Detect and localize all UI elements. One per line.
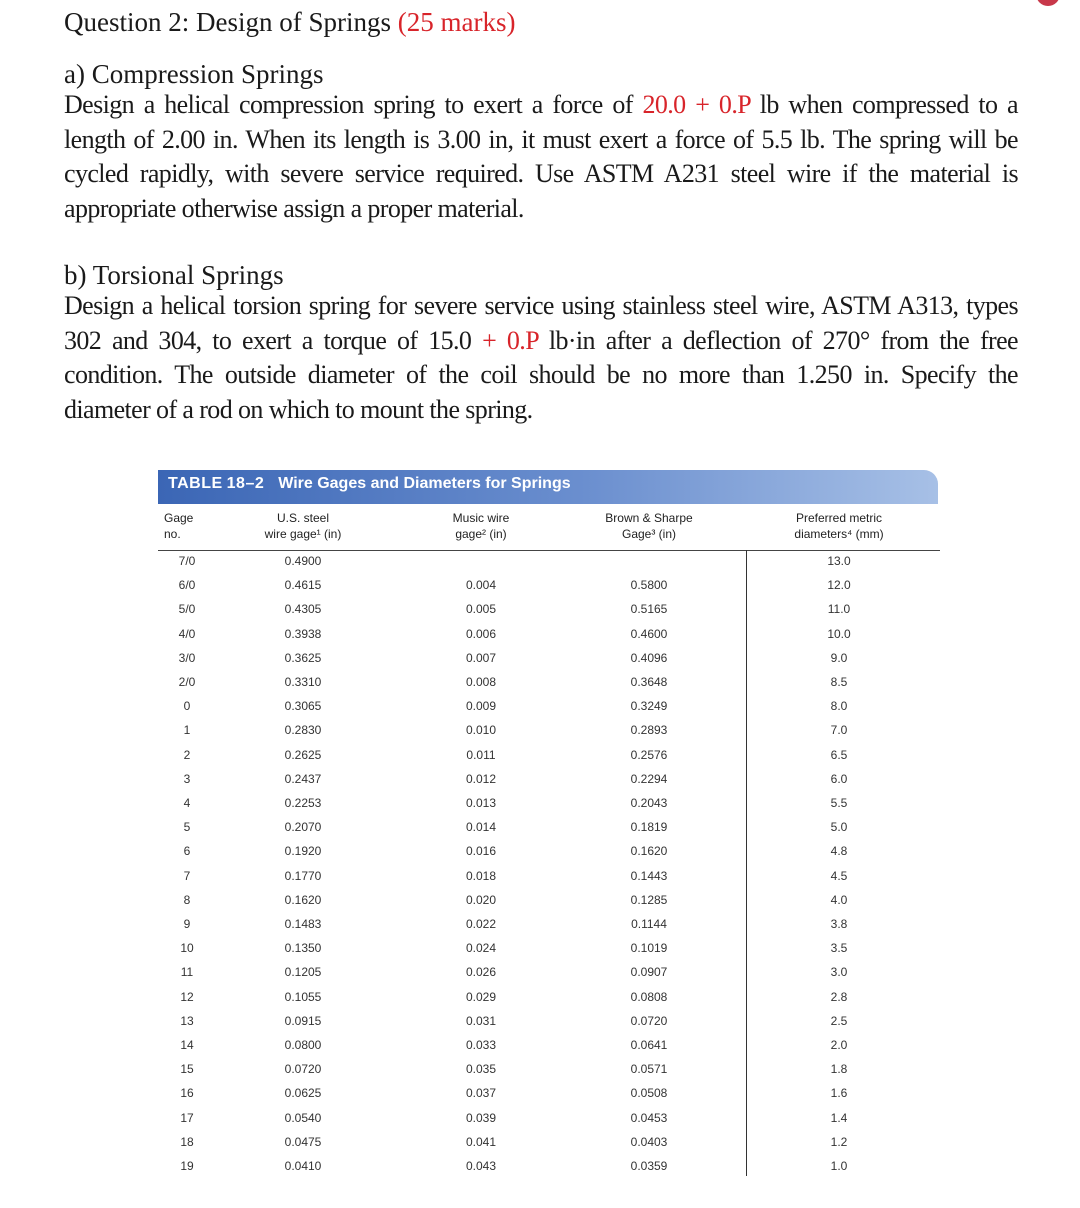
cell-metric: 2.0	[830, 1038, 848, 1052]
cell-music: 0.013	[465, 796, 497, 810]
cell-metric: 8.0	[830, 699, 848, 714]
header-music-line2: gage² (in)	[455, 527, 507, 541]
cell-us: 0.0800	[284, 1038, 322, 1052]
cell-us: 0.0625	[284, 1086, 322, 1101]
cell-gage: 6	[183, 844, 191, 859]
table-row	[158, 671, 940, 695]
table-caption	[168, 475, 571, 493]
table-row	[158, 792, 940, 816]
cell-bs: 0.1620	[630, 844, 668, 859]
cell-bs: 0.1019	[630, 941, 668, 956]
cell-metric: 2.8	[830, 989, 848, 1004]
cell-bs: 0.0453	[630, 1110, 668, 1125]
header-music-wire	[426, 510, 536, 542]
cell-metric: 11.0	[827, 602, 851, 617]
table-row	[158, 1034, 940, 1058]
part-a-heading: a) Compression Springs	[64, 59, 324, 89]
cell-metric: 1.2	[830, 1134, 848, 1149]
cell-us: 0.1920	[284, 844, 322, 859]
cell-gage: 10	[180, 941, 194, 956]
cell-bs: 0.1819	[630, 820, 668, 835]
cell-gage: 5	[183, 820, 191, 835]
cell-music: 0.011	[466, 747, 496, 762]
cell-gage: 12	[180, 989, 194, 1004]
cell-gage: 7	[183, 868, 191, 883]
cell-music: 0.010	[465, 723, 497, 738]
table-row	[158, 695, 940, 719]
table-row	[158, 550, 940, 574]
cell-us: 0.3938	[284, 626, 322, 641]
cell-metric: 1.8	[830, 1062, 848, 1077]
header-metric-line1: Preferred metric	[795, 511, 883, 525]
cell-metric: 4.8	[830, 844, 848, 859]
cell-gage: 11	[180, 965, 194, 980]
cell-us: 0.1620	[284, 892, 322, 907]
cell-bs: 0.0508	[630, 1086, 668, 1101]
cell-music: 0.037	[465, 1086, 497, 1101]
cell-gage: 4/0	[178, 626, 196, 641]
part-a-text-1: Design a helical compression spring to exert a force of	[64, 90, 633, 119]
table-row	[158, 1010, 940, 1034]
table-label: TABLE	[168, 475, 223, 492]
cell-gage: 2/0	[178, 675, 196, 689]
cell-metric: 5.0	[830, 820, 848, 835]
table-row	[158, 574, 940, 598]
table-row	[158, 1155, 940, 1179]
part-a-text-2: lb when compressed to a length of 2.00 in. When its length is 3.00 in, it must exert a force of 5.5 lb. The spring will be cycled rapidly, with severe service required. Use ASTM A231 steel wire if the material is appropriate otherwise assign a proper material.	[64, 90, 1018, 223]
cell-metric: 1.6	[830, 1086, 848, 1101]
table-row	[158, 768, 940, 792]
cell-gage: 13	[180, 1013, 194, 1028]
cell-bs: 0.5165	[630, 602, 668, 617]
cell-us: 0.0410	[284, 1159, 322, 1173]
cell-music: 0.009	[465, 699, 497, 714]
table-row	[158, 986, 940, 1010]
cell-us: 0.1483	[284, 917, 322, 931]
cell-metric: 3.0	[830, 965, 848, 980]
part-a-highlight: 20.0 + 0.P	[642, 90, 751, 119]
cell-metric: 1.4	[830, 1110, 848, 1125]
cell-bs: 0.4096	[630, 650, 668, 665]
cell-metric: 6.0	[830, 771, 848, 786]
cell-us: 0.2437	[284, 771, 322, 786]
cell-gage: 1	[183, 723, 191, 738]
cell-bs: 0.0907	[630, 965, 668, 980]
table-row	[158, 961, 940, 985]
cell-us: 0.1350	[284, 941, 322, 956]
question-title-text: Question 2: Design of Springs	[64, 7, 391, 37]
cell-metric: 13.0	[827, 554, 851, 568]
table-row	[158, 840, 940, 864]
cell-us: 0.4900	[284, 554, 322, 568]
cell-gage: 17	[180, 1110, 194, 1125]
table-row	[158, 719, 940, 743]
cell-us: 0.3310	[284, 675, 322, 689]
cell-us: 0.3625	[284, 650, 322, 665]
cell-bs: 0.0720	[630, 1013, 668, 1028]
header-metric-line2: diameters⁴ (mm)	[794, 527, 884, 541]
table-row	[158, 865, 940, 889]
part-b-text-1: Design a helical torsion spring for severe service using stainless steel wire, ASTM A313, types 302 and 304, to exert a torque of 15.0	[64, 291, 1018, 355]
cell-gage: 9	[183, 917, 191, 931]
cell-music: 0.004	[465, 578, 497, 593]
part-b-text-2: lb·in after a deflection of 270° from the free condition. The outside diameter of the coil should be no more than 1.250 in. Specify the diameter of a rod on which to mount the spring.	[64, 325, 1018, 424]
table-row	[158, 744, 940, 768]
header-music-line1: Music wire	[452, 511, 510, 525]
cell-music: 0.035	[465, 1062, 497, 1077]
cell-bs: 0.0403	[630, 1134, 668, 1149]
cell-music: 0.029	[465, 989, 497, 1004]
cell-bs: 0.0359	[630, 1159, 668, 1173]
part-b-paragraph	[64, 289, 1018, 427]
cell-music: 0.031	[465, 1013, 497, 1028]
cell-music: 0.006	[465, 626, 497, 641]
cell-gage: 2	[183, 747, 191, 762]
cell-metric: 3.5	[830, 941, 848, 956]
table-row	[158, 1082, 940, 1106]
cell-metric: 7.0	[830, 723, 848, 738]
cell-music: 0.005	[465, 602, 497, 617]
cell-us: 0.0540	[284, 1110, 322, 1125]
cell-gage: 14	[180, 1038, 194, 1052]
table-row	[158, 1058, 940, 1082]
cell-bs: 0.0641	[630, 1038, 668, 1052]
cell-metric: 4.5	[830, 868, 848, 883]
header-metric	[784, 510, 894, 542]
cell-bs: 0.2893	[630, 723, 668, 738]
table-row	[158, 598, 940, 622]
cell-gage: 15	[180, 1062, 194, 1077]
part-b-highlight: + 0.P	[482, 325, 539, 355]
cell-music: 0.041	[465, 1134, 497, 1149]
cell-music: 0.039	[465, 1110, 497, 1125]
cell-music: 0.043	[465, 1159, 497, 1173]
cell-bs: 0.2043	[630, 796, 668, 810]
cell-gage: 3	[183, 771, 191, 786]
cell-music: 0.012	[465, 771, 497, 786]
header-gage-line1: Gage	[164, 511, 194, 525]
cell-music: 0.016	[465, 844, 497, 859]
cell-us: 0.1055	[284, 989, 322, 1004]
wire-gage-table	[158, 470, 940, 1182]
table-title-bar	[158, 470, 938, 504]
cell-bs: 0.5800	[630, 578, 668, 593]
cell-metric: 10.0	[827, 626, 851, 641]
cell-music: 0.033	[465, 1038, 497, 1052]
table-row	[158, 937, 940, 961]
cell-music: 0.008	[465, 675, 497, 689]
cell-metric: 8.5	[830, 675, 848, 689]
cell-music: 0.007	[465, 650, 497, 665]
header-us-line2: wire gage¹ (in)	[264, 527, 342, 541]
cell-gage: 16	[180, 1086, 194, 1101]
cell-metric: 9.0	[830, 650, 848, 665]
cell-metric: 4.0	[830, 892, 848, 907]
cell-bs: 0.3648	[630, 675, 668, 689]
cell-us: 0.2070	[284, 820, 322, 835]
cell-bs: 0.1285	[630, 892, 668, 907]
cell-us: 0.0475	[284, 1134, 322, 1149]
cell-us: 0.2625	[284, 747, 322, 762]
question-marks: (25 marks)	[397, 7, 516, 37]
cell-metric: 12.0	[827, 578, 851, 593]
table-number: 18–2	[226, 475, 265, 492]
cell-music: 0.024	[465, 941, 497, 956]
cell-us: 0.4615	[284, 578, 322, 593]
cell-us: 0.3065	[284, 699, 322, 714]
cell-us: 0.4305	[284, 602, 322, 617]
cell-bs: 0.3249	[630, 699, 668, 714]
cell-bs: 0.0571	[630, 1062, 668, 1077]
cell-bs: 0.4600	[630, 626, 668, 641]
cell-bs: 0.2576	[630, 747, 668, 762]
cell-metric: 6.5	[830, 747, 848, 762]
cell-music: 0.026	[465, 965, 497, 980]
part-a-paragraph	[64, 88, 1018, 226]
cell-bs: 0.2294	[630, 771, 668, 786]
cell-bs: 0.1443	[630, 868, 668, 883]
cell-us: 0.1770	[284, 868, 322, 883]
table-row	[158, 1107, 940, 1131]
header-us-steel	[248, 510, 358, 542]
cell-us: 0.2830	[284, 723, 322, 738]
question-title	[64, 4, 515, 40]
cell-us: 0.0720	[284, 1062, 322, 1077]
corner-badge	[1036, 0, 1060, 6]
cell-gage: 18	[180, 1134, 194, 1149]
cell-gage: 7/0	[178, 554, 196, 568]
table-title: Wire Gages and Diameters for Springs	[278, 475, 571, 492]
cell-metric: 3.8	[830, 917, 848, 931]
cell-us: 0.0915	[284, 1013, 322, 1028]
header-bs-line1: Brown & Sharpe	[605, 511, 693, 525]
table-row	[158, 889, 940, 913]
cell-metric: 5.5	[830, 796, 848, 810]
table-row	[158, 913, 940, 937]
cell-us: 0.1205	[284, 965, 322, 980]
cell-music: 0.022	[465, 917, 497, 931]
table-row	[158, 623, 940, 647]
cell-music: 0.018	[465, 868, 497, 883]
cell-gage: 0	[183, 699, 191, 714]
cell-bs: 0.1144	[631, 917, 667, 931]
cell-gage: 4	[183, 796, 191, 810]
cell-music: 0.014	[465, 820, 497, 835]
cell-metric: 2.5	[830, 1013, 848, 1028]
cell-metric: 1.0	[830, 1159, 848, 1173]
cell-gage: 19	[180, 1159, 194, 1173]
table-row	[158, 1131, 940, 1155]
cell-us: 0.2253	[284, 796, 322, 810]
header-us-line1: U.S. steel	[276, 511, 330, 525]
part-b-heading: b) Torsional Springs	[64, 260, 284, 290]
cell-gage: 3/0	[178, 650, 196, 665]
header-bs-line2: Gage³ (in)	[621, 527, 677, 541]
cell-gage: 8	[183, 892, 191, 907]
header-brown-sharpe	[594, 510, 704, 542]
table-row	[158, 816, 940, 840]
header-gage-line2: no.	[164, 527, 181, 541]
cell-music: 0.020	[465, 892, 497, 907]
header-gage	[164, 510, 210, 542]
table-row	[158, 647, 940, 671]
cell-bs: 0.0808	[630, 989, 668, 1004]
cell-gage: 5/0	[178, 602, 196, 617]
cell-gage: 6/0	[178, 578, 196, 593]
